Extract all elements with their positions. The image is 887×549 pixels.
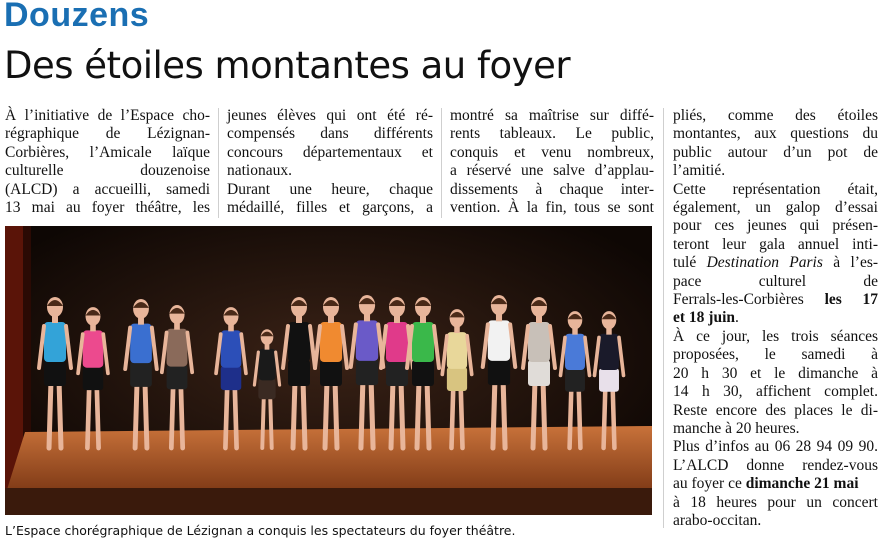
text-line: montré sa maîtrise sur diffé- — [450, 107, 654, 124]
text-line: (ALCD) a accueilli, samedi — [5, 180, 210, 198]
text-column-4 — [673, 107, 878, 530]
text-line: l’amitié. — [673, 162, 726, 180]
text-line: rents tableaux. Le public, — [450, 125, 654, 143]
text-line — [673, 309, 878, 327]
text-line: également, un galop d’essai — [673, 199, 878, 217]
text-line: Cette représentation était, — [673, 180, 878, 198]
text-line: arabo-occitan. — [673, 511, 762, 529]
text-line: nationaux. — [227, 162, 292, 180]
text-line: À ce jour, les trois séances — [673, 327, 878, 345]
text-line: pliés, comme des étoiles — [673, 107, 878, 124]
text-run: à l’es- — [822, 254, 879, 272]
stage-front — [5, 488, 652, 515]
text-line — [673, 254, 878, 272]
event-date: les 17 — [824, 291, 878, 309]
text-line: public autour d’un pot de — [673, 143, 878, 161]
text-line: manche à 20 heures. — [673, 419, 800, 437]
text-line: L’ALCD donne rendez-vous — [673, 456, 878, 474]
text-line: 13 mai au foyer théâtre, les — [5, 199, 210, 217]
text-line: à 18 heures pour un concert — [673, 493, 878, 511]
text-column-3 — [450, 107, 654, 217]
event-title: Destination Paris — [706, 254, 823, 272]
text-line: médaillé, filles et garçons, a — [227, 199, 433, 217]
stage-photo-illustration — [5, 226, 652, 515]
text-line: montantes, aux questions du — [673, 125, 878, 143]
text-line: À l’initiative de l’Espace cho- — [5, 107, 210, 124]
text-line: Reste encore des places le di- — [673, 401, 878, 419]
section-kicker: Douzens — [4, 0, 150, 34]
text-line: régraphique de Lézignan- — [5, 125, 210, 143]
stage-floor — [5, 426, 652, 496]
text-line: concours départementaux et — [227, 143, 433, 161]
text-line: Corbières, l’Amicale laïque — [5, 143, 210, 161]
text-line: teront leur gala annuel inti- — [673, 235, 878, 253]
column-separator — [218, 108, 219, 218]
text-line: compensés dans différents — [227, 125, 433, 143]
concert-date: dimanche 21 mai — [745, 475, 859, 493]
text-line: Durant une heure, chaque — [227, 180, 433, 198]
text-run: au foyer ce — [673, 475, 746, 493]
text-line: proposées, le samedi à — [673, 346, 878, 364]
stage-photo — [5, 226, 652, 515]
text-run: Ferrals-les-Corbières — [673, 291, 825, 309]
text-column-2 — [227, 107, 433, 217]
text-line: culturelle douzenoise — [5, 162, 210, 180]
text-run: . — [735, 309, 739, 327]
event-date: et 18 juin — [673, 309, 735, 327]
text-line: Plus d’infos au 06 28 94 09 90. — [673, 438, 878, 456]
text-line: a réservé une salve d’applau- — [450, 162, 654, 180]
text-line: conquis et venu nombreux, — [450, 143, 654, 161]
article-headline: Des étoiles montantes au foyer — [4, 44, 571, 87]
text-line: vention. À la fin, tous se sont — [450, 199, 654, 217]
column-separator — [441, 108, 442, 218]
text-line — [673, 291, 878, 309]
text-line: jeunes élèves qui ont été ré- — [227, 107, 433, 124]
photo-caption: L’Espace chorégraphique de Lézignan a conquis les spectateurs du foyer théâtre. — [5, 523, 516, 538]
column-separator — [663, 108, 664, 528]
text-line: 14 h 30, affichent complet. — [673, 383, 878, 401]
text-run: tulé — [673, 254, 707, 272]
text-line: 20 h 30 et le dimanche à — [673, 364, 878, 382]
text-line — [673, 475, 878, 493]
text-line: dissements à chaque inter- — [450, 180, 654, 198]
text-line: pour ces jeunes qui présen- — [673, 217, 878, 235]
text-line: pace culturel de — [673, 272, 878, 290]
text-column-1 — [5, 107, 210, 217]
